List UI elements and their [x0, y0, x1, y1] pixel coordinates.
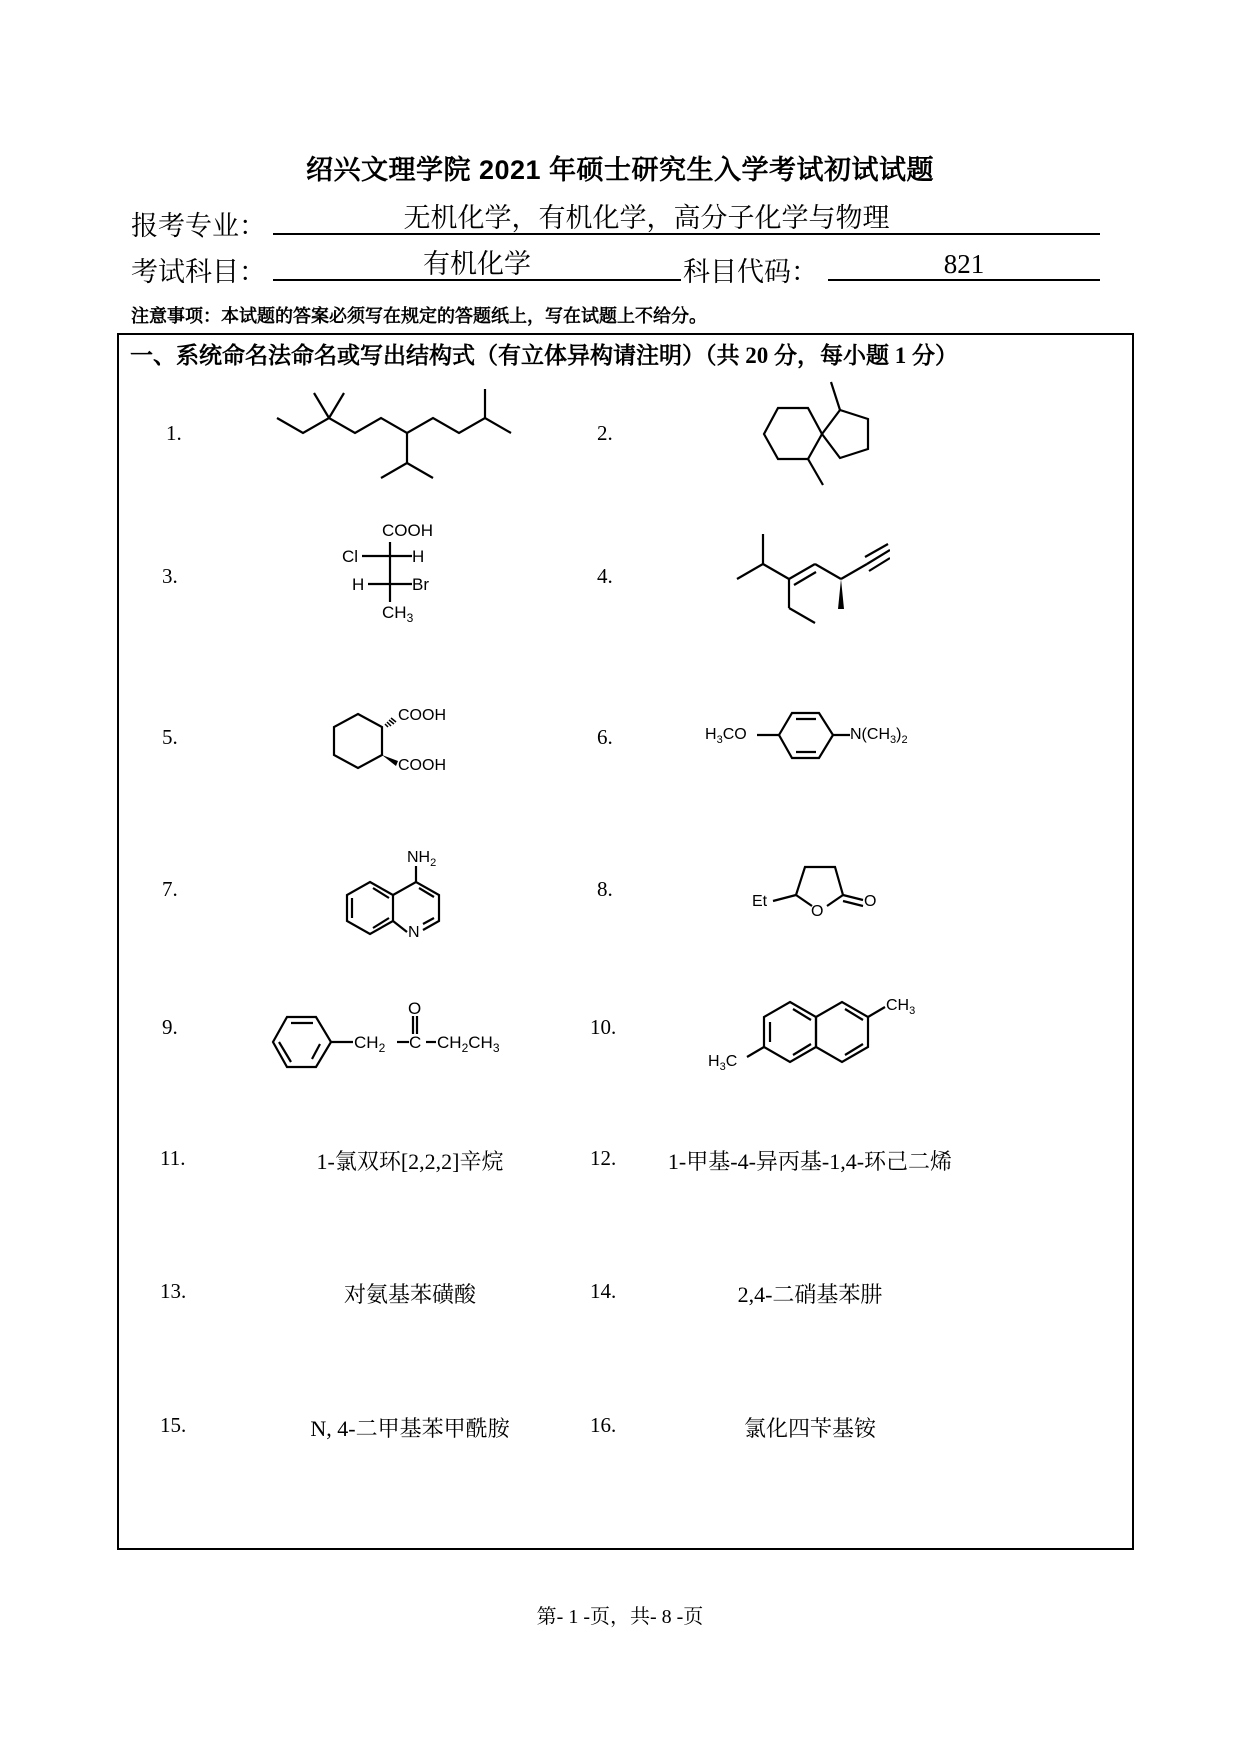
structure-1: [230, 360, 550, 490]
item-number-4: 4.: [597, 564, 613, 588]
label-ch2ch3: $CH_2CH_3$: [437, 1033, 500, 1055]
major-text: 无机化学，有机化学，高分子化学与物理: [403, 203, 890, 233]
label-h2: H: [352, 575, 365, 594]
label-ch3: $CH_3$: [382, 603, 414, 625]
structure-10: [690, 970, 930, 1080]
label-et: Et: [752, 893, 768, 910]
item-number-7: 7.: [162, 877, 178, 901]
item-number-14: 14.: [590, 1279, 617, 1303]
structure-2: [670, 360, 890, 490]
structure-6: [690, 690, 930, 770]
page-number: 第- 1 -页，共- 8 -页: [536, 1606, 704, 1628]
label-h3co: $H_3CO$: [705, 726, 747, 746]
item-number-15: 15.: [160, 1413, 187, 1437]
item-number-12: 12.: [590, 1146, 617, 1170]
label-nme2: $N(CH_3)_2$: [850, 726, 908, 746]
label-n: N: [408, 924, 420, 940]
exam-title: 绍兴文理学院 2021 年硕士研究生入学考试初试试题: [305, 155, 935, 185]
code-value: [828, 249, 1100, 281]
question-box: [117, 333, 1134, 1550]
item-name-15: N, 4-二甲基苯甲酰胺: [310, 1416, 510, 1441]
label-carbonyl-o: O: [864, 893, 877, 910]
item-number-5: 5.: [162, 725, 178, 749]
label-cooh: COOH: [382, 521, 433, 540]
item-number-11: 11.: [160, 1146, 186, 1170]
label-cl: Cl: [342, 547, 359, 566]
label-cooh-bottom: COOH: [398, 757, 446, 774]
item-number-1: 1.: [166, 421, 182, 445]
code-label: 科目代码：: [683, 257, 818, 287]
structure-3: [290, 500, 470, 640]
structure-4: [700, 510, 890, 630]
item-number-9: 9.: [162, 1015, 178, 1039]
item-number-6: 6.: [597, 725, 613, 749]
major-label: 报考专业：: [131, 211, 266, 241]
subject-value: [273, 249, 681, 281]
label-c: C: [409, 1033, 422, 1052]
item-name-11: 1-氯双环[2,2,2]辛烷: [316, 1149, 504, 1174]
item-number-3: 3.: [162, 564, 178, 588]
item-name-14: 2,4-二硝基苯肼: [737, 1282, 883, 1307]
label-ch2: $CH_2$: [354, 1033, 386, 1055]
structure-7: [320, 820, 460, 940]
item-number-13: 13.: [160, 1279, 187, 1303]
label-h1: H: [412, 547, 425, 566]
item-number-10: 10.: [590, 1015, 617, 1039]
label-cooh-top: COOH: [398, 707, 446, 724]
item-name-12: 1-甲基-4-异丙基-1,4-环己二烯: [667, 1149, 953, 1174]
section-heading: 一、系统命名法命名或写出结构式（有立体异构请注明）（共 20 分，每小题 1 分）: [130, 343, 958, 368]
label-h3c-left: $H_3C$: [708, 1053, 738, 1073]
item-number-16: 16.: [590, 1413, 617, 1437]
label-br: Br: [412, 575, 429, 594]
item-name-13: 对氨基苯磺酸: [343, 1282, 476, 1307]
label-ch3-right: $CH_3$: [886, 997, 916, 1017]
structure-5: [310, 680, 470, 780]
label-o: O: [408, 999, 422, 1018]
code-text: 821: [943, 249, 985, 279]
structure-8: [730, 840, 880, 930]
subject-text: 有机化学: [423, 249, 531, 279]
label-nh2: $NH_2$: [407, 849, 437, 869]
item-number-8: 8.: [597, 877, 613, 901]
label-ring-o: O: [811, 903, 824, 920]
notice: 注意事项：本试题的答案必须写在规定的答题纸上，写在试题上不给分。: [131, 306, 707, 326]
item-number-2: 2.: [597, 421, 613, 445]
item-name-16: 氯化四苄基铵: [743, 1416, 876, 1441]
structure-9: [260, 980, 520, 1070]
subject-label: 考试科目：: [131, 257, 266, 287]
major-value: [273, 203, 1100, 235]
